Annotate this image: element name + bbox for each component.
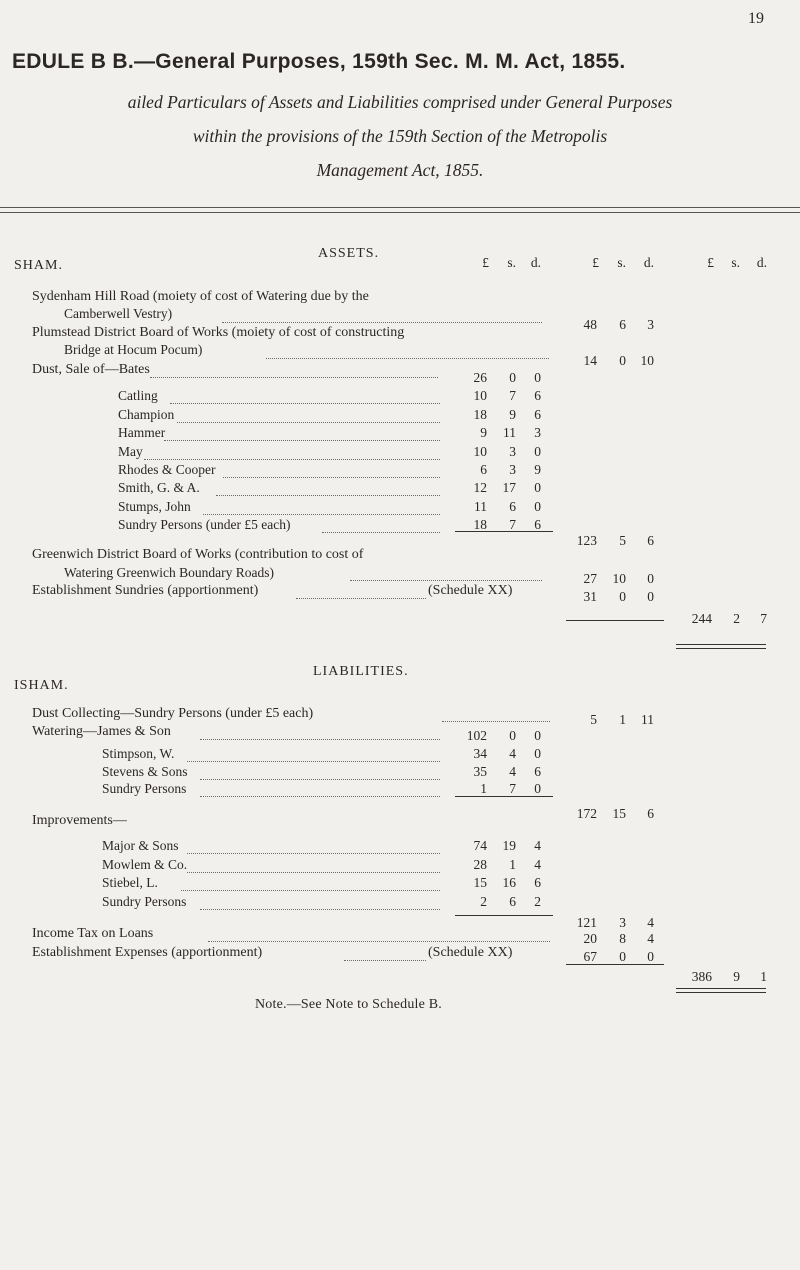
- leader-dots: [296, 598, 426, 599]
- leader-dots: [203, 514, 440, 515]
- dust-sale-item-amount-pounds: 12: [473, 480, 487, 496]
- leader-dots: [442, 721, 550, 722]
- watering-item-amount-pounds: 35: [473, 763, 487, 779]
- income-tax-amount-pence: 4: [647, 931, 654, 946]
- greenwich-line-2: Watering Greenwich Boundary Roads): [64, 565, 274, 580]
- dust-sale-item-name: May: [118, 443, 143, 459]
- income-tax-amount-pounds: 20: [583, 931, 597, 946]
- establishment-expenses-label: Establishment Expenses (apportionment): [32, 945, 263, 960]
- watering-item-amount-pounds: 34: [473, 745, 487, 761]
- sydenham-amount-pounds: 48: [583, 317, 597, 332]
- dust-sale-item-amount-pence: 0: [534, 370, 541, 385]
- assets-total-shillings: 2: [733, 611, 740, 626]
- greenwich-amount-pence: 0: [647, 571, 654, 586]
- improvements-total-pence: 4: [647, 915, 654, 930]
- improvements-item-amount-shillings: 19: [502, 838, 516, 853]
- leader-dots: [170, 403, 440, 404]
- column-header: s.: [731, 255, 740, 270]
- leader-dots: [181, 890, 440, 891]
- subtotal-rule: [455, 915, 553, 916]
- improvements-item-amount-shillings: 6: [509, 893, 516, 909]
- total-rule: [676, 992, 766, 993]
- watering-item-name: Stevens & Sons: [102, 763, 188, 779]
- subtitle-line-3: Management Act, 1855.: [316, 160, 484, 180]
- liabilities-total-pence: 1: [760, 969, 767, 984]
- dust-sale-item-name: Sundry Persons (under £5 each): [118, 517, 291, 533]
- dust-sale-item-amount-pence: 9: [534, 462, 541, 477]
- improvements-item-amount-pounds: 74: [473, 838, 487, 853]
- leader-dots: [350, 580, 542, 581]
- watering-item-amount-pounds: 1: [480, 781, 487, 797]
- column-header: d.: [643, 255, 654, 270]
- liabilities-total-pounds: 386: [691, 969, 712, 984]
- improvements-item-amount-pence: 4: [534, 856, 541, 872]
- dust-sale-item-amount-pounds: 18: [473, 406, 487, 422]
- improvements-item-amount-pounds: 15: [473, 875, 487, 891]
- dust-sale-label: Dust, Sale of—Bates: [32, 362, 150, 377]
- subtotal-rule: [455, 531, 553, 532]
- watering-item-amount-pence: 0: [534, 745, 541, 761]
- dust-sale-item-name: Rhodes & Cooper: [118, 462, 216, 477]
- dust-sale-item-amount-pence: 6: [534, 406, 541, 422]
- watering-total-pence: 6: [647, 806, 654, 821]
- establishment-expenses-ref: (Schedule XX): [428, 945, 513, 960]
- improvements-item-amount-pence: 6: [534, 875, 541, 891]
- watering-item-amount-shillings: 4: [509, 763, 516, 779]
- dust-sale-total-pence: 6: [647, 533, 654, 548]
- dust-sale-item-amount-shillings: 3: [509, 462, 516, 477]
- dust-sale-item-name: Hammer: [118, 425, 166, 441]
- dust-sale-item-amount-pence: 3: [534, 425, 541, 441]
- improvements-item-name: Sundry Persons: [102, 893, 187, 909]
- dust-sale-item-amount-pounds: 9: [480, 425, 487, 441]
- dust-sale-item-amount-pence: 6: [534, 388, 541, 404]
- watering-item-name: Sundry Persons: [102, 781, 187, 797]
- dust-sale-item-amount-shillings: 6: [509, 498, 516, 514]
- dust-sale-item-amount-pence: 0: [534, 480, 541, 496]
- improvements-item-amount-pence: 2: [534, 893, 541, 909]
- improvements-item-name: Major & Sons: [102, 838, 179, 853]
- assets-total-pounds: 244: [691, 611, 712, 626]
- leader-dots: [187, 853, 440, 854]
- leader-dots: [322, 532, 440, 533]
- dust-sale-item-name: Smith, G. & A.: [118, 480, 200, 496]
- greenwich-amount-shillings: 10: [612, 571, 626, 586]
- watering-item-amount-pence: 0: [534, 781, 541, 797]
- leader-dots: [200, 909, 440, 910]
- income-tax-label: Income Tax on Loans: [32, 926, 154, 941]
- improvements-item-amount-shillings: 1: [509, 856, 516, 872]
- column-header: s.: [507, 255, 516, 270]
- establishment-sundries-label: Establishment Sundries (apportionment): [32, 583, 259, 598]
- dust-collecting-amount-pounds: 5: [590, 712, 597, 727]
- sydenham-amount-shillings: 6: [619, 317, 626, 332]
- watering-total-shillings: 15: [612, 806, 626, 821]
- dust-sale-item-amount-shillings: 3: [509, 443, 516, 459]
- plumstead-amount-shillings: 0: [619, 353, 626, 368]
- total-rule: [676, 644, 766, 645]
- sydenham-line-2: Camberwell Vestry): [64, 306, 173, 321]
- dust-sale-item-amount-pounds: 26: [473, 370, 487, 385]
- leader-dots: [187, 872, 440, 873]
- note: Note.—See Note to Schedule B.: [255, 997, 442, 1012]
- dust-sale-item-amount-shillings: 0: [509, 370, 516, 385]
- watering-item-amount-shillings: 4: [509, 745, 516, 761]
- column-header: £: [707, 255, 714, 270]
- leader-dots: [344, 960, 426, 961]
- schedule-title: EDULE B B.—General Purposes, 159th Sec. M. M. Act, 1855.: [12, 50, 626, 73]
- establishment-sundries-ref: (Schedule XX): [428, 583, 513, 598]
- sydenham-line-1: Sydenham Hill Road (moiety of cost of Watering due by the: [32, 289, 369, 304]
- dust-sale-total-shillings: 5: [619, 533, 626, 548]
- dust-sale-item-amount-pence: 0: [534, 443, 541, 459]
- dust-sale-item-amount-pence: 0: [534, 498, 541, 514]
- dust-sale-item-amount-pounds: 6: [480, 462, 487, 477]
- liabilities-heading: LIABILITIES.: [313, 664, 409, 679]
- plumstead-amount-pounds: 14: [583, 353, 597, 368]
- establishment-expenses-amount-shillings: 0: [619, 949, 626, 964]
- leader-dots: [164, 440, 440, 441]
- improvements-total-shillings: 3: [619, 915, 626, 930]
- assets-total-pence: 7: [760, 611, 767, 626]
- establishment-sundries-amount-pence: 0: [647, 589, 654, 604]
- watering-item-amount-pence: 6: [534, 763, 541, 779]
- assets-parish: SHAM.: [14, 258, 63, 273]
- dust-sale-item-amount-pounds: 18: [473, 517, 487, 533]
- assets-heading: ASSETS.: [318, 246, 380, 261]
- watering-total-pounds: 172: [576, 806, 597, 821]
- improvements-item-amount-pounds: 28: [473, 856, 487, 872]
- column-header: d.: [530, 255, 541, 270]
- establishment-expenses-amount-pence: 0: [647, 949, 654, 964]
- dust-sale-item-name: Stumps, John: [118, 498, 191, 514]
- leader-dots: [208, 941, 550, 942]
- leader-dots: [222, 322, 542, 323]
- total-rule: [676, 648, 766, 649]
- improvements-item-amount-pounds: 2: [480, 893, 487, 909]
- subtotal-rule: [566, 620, 664, 621]
- improvements-item-amount-shillings: 16: [502, 875, 516, 891]
- dust-sale-total-pounds: 123: [576, 533, 597, 548]
- header-rule-top: [0, 207, 800, 208]
- watering-item-amount-pence: 0: [534, 728, 541, 743]
- greenwich-amount-pounds: 27: [583, 571, 597, 586]
- dust-sale-item-amount-pounds: 10: [473, 388, 487, 404]
- dust-sale-item-name: Catling: [118, 388, 158, 404]
- leader-dots: [144, 459, 440, 460]
- leader-dots: [223, 477, 440, 478]
- watering-item-name: Stimpson, W.: [102, 745, 175, 761]
- leader-dots: [200, 796, 440, 797]
- dust-sale-item-amount-pounds: 11: [474, 498, 487, 514]
- dust-collecting-label: Dust Collecting—Sundry Persons (under £5 each): [32, 706, 314, 721]
- leader-dots: [216, 495, 440, 496]
- dust-collecting-amount-shillings: 1: [619, 712, 626, 727]
- improvements-label: Improvements—: [32, 813, 127, 828]
- income-tax-amount-shillings: 8: [619, 931, 626, 946]
- dust-sale-item-amount-shillings: 7: [509, 388, 516, 404]
- greenwich-line-1: Greenwich District Board of Works (contribution to cost of: [32, 547, 364, 562]
- leader-dots: [150, 377, 438, 378]
- liabilities-parish: ISHAM.: [14, 678, 69, 693]
- dust-sale-item-amount-pence: 6: [534, 517, 541, 533]
- subtitle-line-1: ailed Particulars of Assets and Liabilities comprised under General Purposes: [127, 92, 673, 112]
- subtotal-rule: [455, 796, 553, 797]
- leader-dots: [266, 358, 549, 359]
- plumstead-amount-pence: 10: [640, 353, 654, 368]
- improvements-item-name: Stiebel, L.: [102, 875, 158, 891]
- dust-sale-item-amount-shillings: 17: [502, 480, 516, 496]
- dust-collecting-amount-pence: 11: [641, 712, 654, 727]
- leader-dots: [187, 761, 440, 762]
- establishment-sundries-amount-shillings: 0: [619, 589, 626, 604]
- subtitle-line-2: within the provisions of the 159th Section of the Metropolis: [192, 126, 608, 146]
- liabilities-total-shillings: 9: [733, 969, 740, 984]
- page-number: 19: [748, 10, 764, 27]
- leader-dots: [200, 739, 440, 740]
- establishment-expenses-amount-pounds: 67: [583, 949, 597, 964]
- dust-sale-item-amount-shillings: 9: [509, 406, 516, 422]
- dust-sale-item-amount-shillings: 7: [509, 517, 516, 533]
- plumstead-line-2: Bridge at Hocum Pocum): [64, 342, 203, 357]
- column-header: £: [592, 255, 599, 270]
- establishment-sundries-amount-pounds: 31: [583, 589, 597, 604]
- improvements-item-amount-pence: 4: [534, 838, 541, 853]
- dust-sale-item-name: Champion: [118, 406, 175, 422]
- leader-dots: [200, 779, 440, 780]
- column-header: d.: [756, 255, 767, 270]
- leader-dots: [177, 422, 440, 423]
- total-rule: [676, 988, 766, 989]
- dust-sale-item-amount-shillings: 11: [503, 425, 516, 441]
- watering-item-amount-shillings: 7: [509, 781, 516, 797]
- column-header: s.: [617, 255, 626, 270]
- watering-label: Watering—James & Son: [32, 724, 171, 739]
- header-rule-bottom: [0, 212, 800, 213]
- improvements-item-name: Mowlem & Co.: [102, 856, 188, 872]
- plumstead-line-1: Plumstead District Board of Works (moiety of cost of constructing: [32, 325, 405, 340]
- column-header: £: [482, 255, 489, 270]
- watering-item-amount-pounds: 102: [466, 728, 487, 743]
- dust-sale-item-amount-pounds: 10: [473, 443, 487, 459]
- sydenham-amount-pence: 3: [647, 317, 654, 332]
- watering-item-amount-shillings: 0: [509, 728, 516, 743]
- improvements-total-pounds: 121: [576, 915, 597, 930]
